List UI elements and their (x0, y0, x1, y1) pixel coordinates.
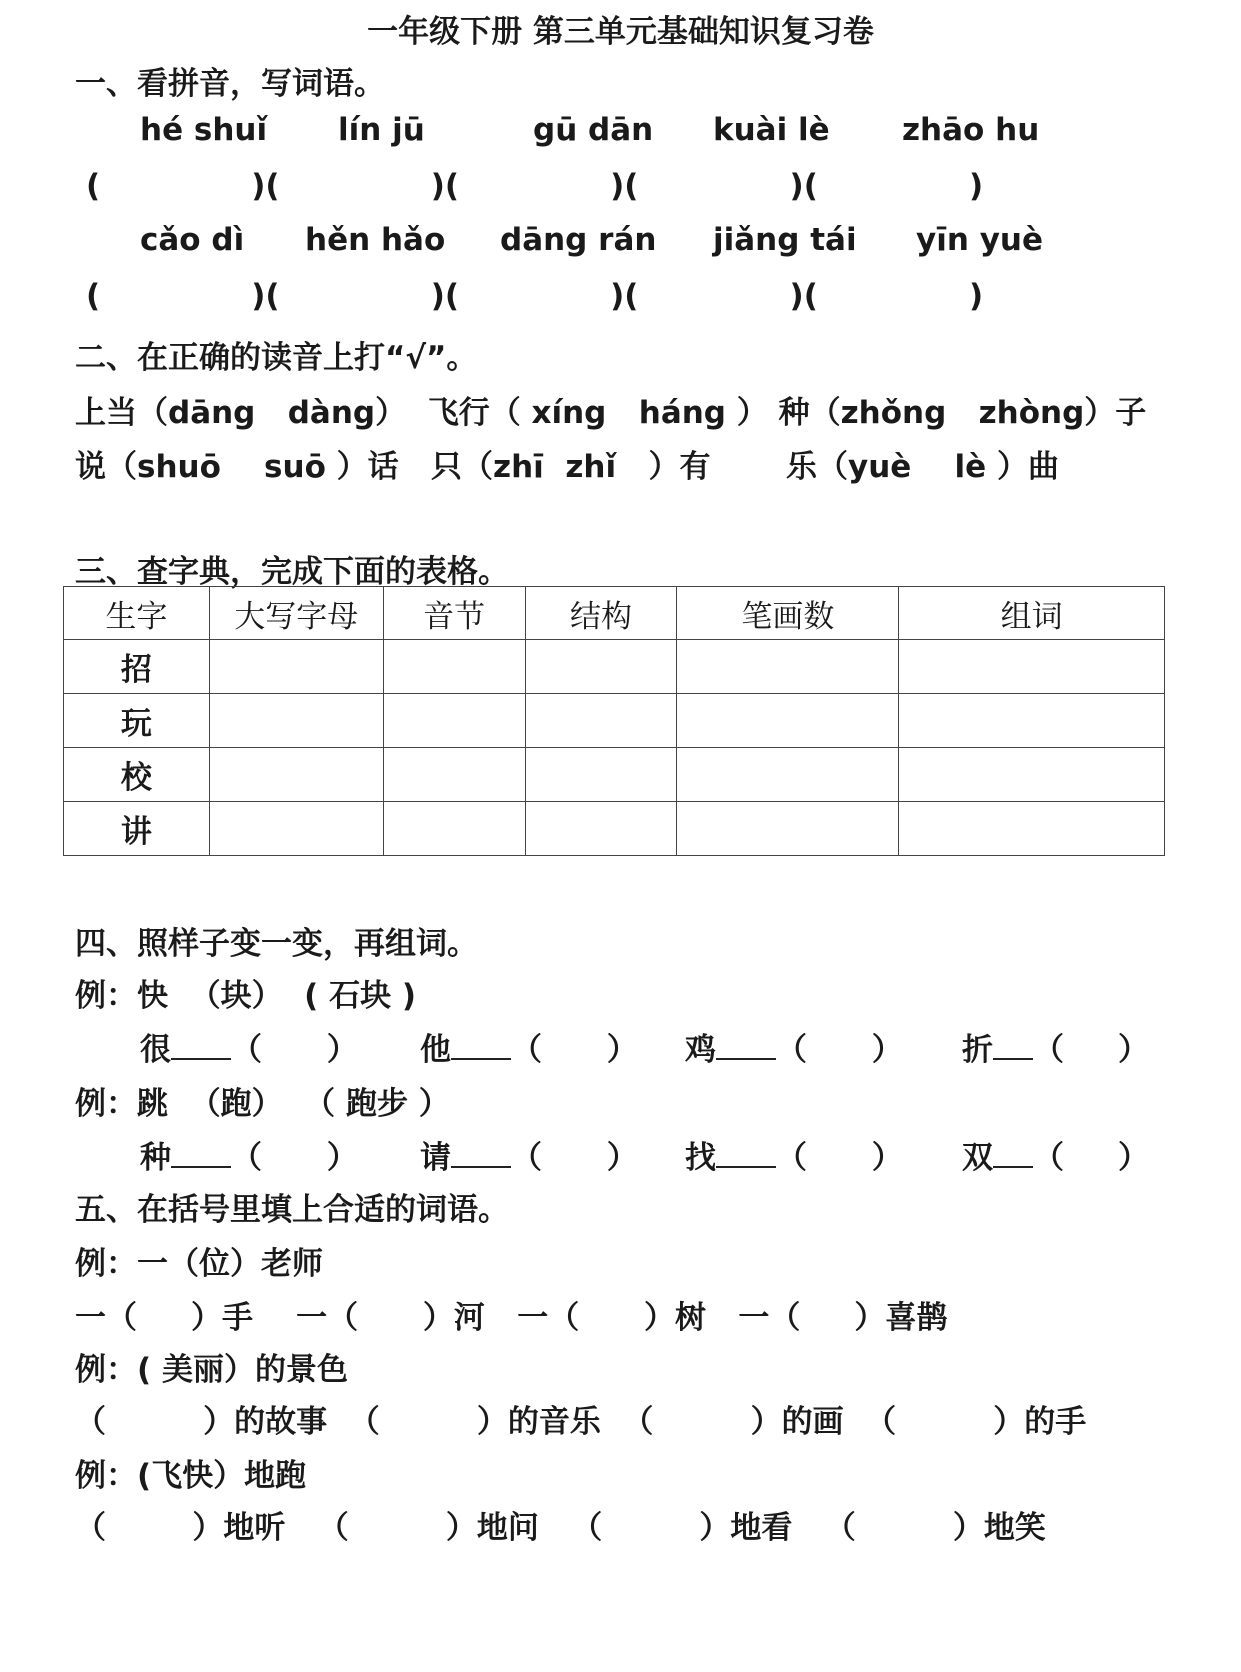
pinyin-item: lín jū (338, 112, 425, 148)
transform-item: 很 （ ） (140, 1032, 358, 1068)
transform-char: 他 (420, 1032, 451, 1068)
table-cell-blank[interactable] (383, 640, 525, 694)
answer-parentheses-row: ( )( )( )( )( ) (86, 168, 984, 204)
pinyin-item: dāng rán (500, 222, 657, 258)
dictionary-table (63, 586, 1165, 856)
table-header: 音节 (383, 587, 525, 640)
pinyin-item: yīn yuè (916, 222, 1043, 258)
answer-blank[interactable] (171, 1032, 231, 1060)
table-cell-blank[interactable] (677, 694, 899, 748)
table-cell-blank[interactable] (899, 640, 1165, 694)
example-line: 例：跳 （跑） （ 跑步 ） (75, 1086, 450, 1122)
section-1-heading: 一、看拼音，写词语。 (75, 66, 385, 102)
example-line: 例：一（位）老师 (75, 1246, 323, 1282)
pinyin-item: gū dān (533, 112, 654, 148)
pinyin-item: cǎo dì (140, 222, 245, 258)
table-header: 笔画数 (677, 587, 899, 640)
table-cell-blank[interactable] (525, 694, 677, 748)
pinyin-item: zhāo hu (902, 112, 1040, 148)
table-cell-blank[interactable] (525, 802, 677, 856)
adverb-line: （ ）地听 （ ）地问 （ ）地看 （ ）地笑 (75, 1510, 1046, 1546)
answer-blank[interactable] (451, 1032, 511, 1060)
section-4-heading: 四、照样子变一变，再组词。 (75, 926, 478, 962)
pinyin-item: jiǎng tái (713, 222, 857, 258)
table-header: 生字 (64, 587, 210, 640)
reading-choice-line: 说（shuō suō ）话 只（zhī zhǐ ）有 乐（yuè lè ）曲 (75, 449, 1059, 485)
example-line: 例：(飞快）地跑 (75, 1458, 307, 1494)
table-cell-blank[interactable] (677, 640, 899, 694)
table-cell-blank[interactable] (209, 694, 383, 748)
table-header-row (64, 587, 1165, 640)
answer-blank[interactable] (993, 1140, 1033, 1168)
transform-item: 双 （ ） (962, 1140, 1149, 1176)
answer-blank[interactable] (171, 1140, 231, 1168)
table-cell-blank[interactable] (899, 748, 1165, 802)
transform-char: 种 (140, 1140, 171, 1176)
transform-item: 折 （ ） (962, 1032, 1149, 1068)
table-row (64, 748, 1165, 802)
transform-char: 折 (962, 1032, 993, 1068)
table-cell-blank[interactable] (383, 802, 525, 856)
table-cell-char: 招 (64, 640, 210, 694)
section-5-heading: 五、在括号里填上合适的词语。 (75, 1192, 509, 1228)
transform-char: 请 (420, 1140, 451, 1176)
reading-choice-line: 上当（dāng dàng） 飞行（ xíng háng ） 种（zhǒng zhòng）子 (75, 395, 1147, 431)
table-cell-blank[interactable] (383, 694, 525, 748)
table-header: 组词 (899, 587, 1165, 640)
table-cell-blank[interactable] (525, 640, 677, 694)
pinyin-item: hé shuǐ (140, 112, 268, 148)
table-cell-char: 校 (64, 748, 210, 802)
pinyin-item: kuài lè (713, 112, 830, 148)
answer-blank[interactable] (716, 1140, 776, 1168)
answer-blank[interactable] (716, 1032, 776, 1060)
transform-char: 鸡 (685, 1032, 716, 1068)
answer-parentheses-row: ( )( )( )( )( ) (86, 278, 984, 314)
table-cell-blank[interactable] (677, 802, 899, 856)
transform-char: 双 (962, 1140, 993, 1176)
table-cell-char: 玩 (64, 694, 210, 748)
table-cell-blank[interactable] (383, 748, 525, 802)
pinyin-item: hěn hǎo (305, 222, 446, 258)
table-header: 结构 (525, 587, 677, 640)
table-row (64, 640, 1165, 694)
table-cell-blank[interactable] (525, 748, 677, 802)
transform-char: 很 (140, 1032, 171, 1068)
table-cell-blank[interactable] (677, 748, 899, 802)
measure-word-line: 一（ ）手 一（ ）河 一（ ）树 一（ ）喜鹊 (75, 1300, 948, 1336)
transform-char: 找 (685, 1140, 716, 1176)
table-row (64, 802, 1165, 856)
transform-item: 鸡 （ ） (685, 1032, 903, 1068)
transform-item: 请 （ ） (420, 1140, 638, 1176)
example-line: 例：快 （块） ( 石块 ) (75, 978, 417, 1014)
table-cell-blank[interactable] (209, 802, 383, 856)
example-line: 例：( 美丽）的景色 (75, 1352, 348, 1388)
table-cell-blank[interactable] (899, 694, 1165, 748)
transform-item: 他 （ ） (420, 1032, 638, 1068)
adjective-line: （ ）的故事 （ ）的音乐 （ ）的画 （ ）的手 (75, 1404, 1087, 1440)
answer-blank[interactable] (451, 1140, 511, 1168)
table-cell-blank[interactable] (899, 802, 1165, 856)
transform-item: 种 （ ） (140, 1140, 358, 1176)
table-header: 大写字母 (209, 587, 383, 640)
section-3-heading: 三、查字典，完成下面的表格。 (75, 554, 509, 590)
page-title: 一年级下册 第三单元基础知识复习卷 (367, 14, 874, 50)
section-2-heading: 二、在正确的读音上打“√”。 (75, 340, 478, 376)
answer-blank[interactable] (993, 1032, 1033, 1060)
table-row (64, 694, 1165, 748)
table-cell-char: 讲 (64, 802, 210, 856)
table-cell-blank[interactable] (209, 748, 383, 802)
table-cell-blank[interactable] (209, 640, 383, 694)
transform-item: 找 （ ） (685, 1140, 903, 1176)
